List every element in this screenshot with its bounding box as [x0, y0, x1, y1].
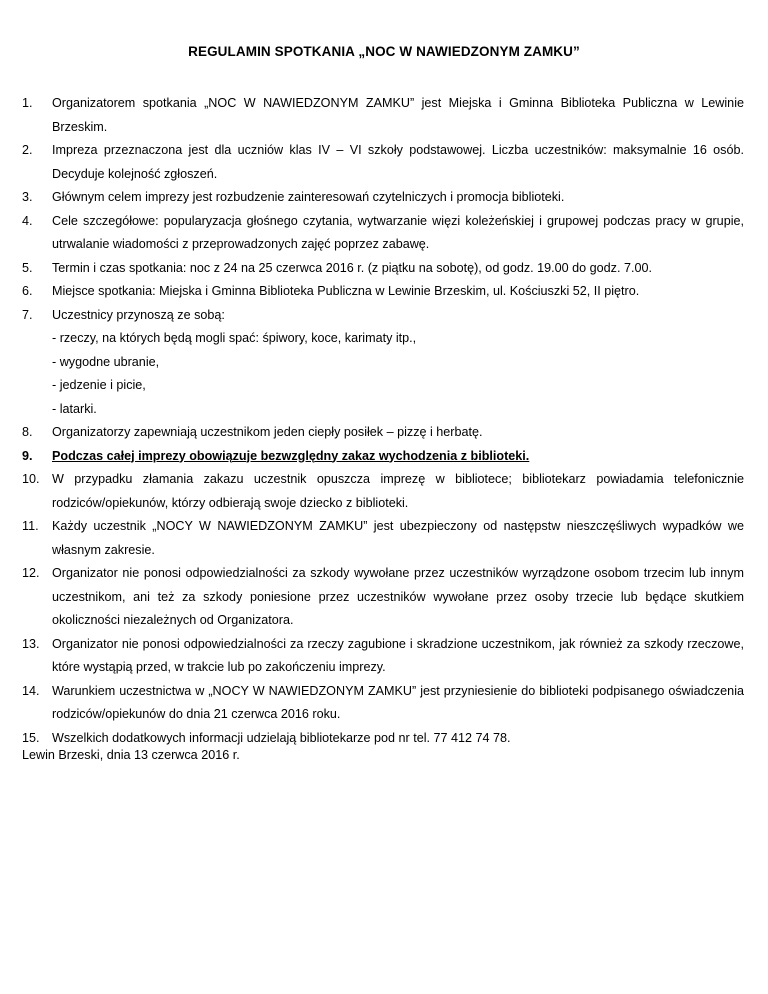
rule-item-5	[22, 257, 744, 281]
rule-number: 8.	[22, 425, 33, 439]
list-item: - wygodne ubranie,	[52, 354, 160, 369]
items-to-bring-list	[52, 327, 744, 421]
rule-item-4	[22, 210, 744, 257]
rule-text: Uczestnicy przynoszą ze sobą:	[52, 307, 225, 322]
rule-item-10	[22, 468, 744, 515]
rule-item-11	[22, 515, 744, 562]
rules-list	[22, 92, 744, 750]
rule-item-6	[22, 280, 744, 304]
rule-text: Warunkiem uczestnictwa w „NOCY W NAWIEDZONYM ZAMKU” jest przyniesienie do biblioteki podpisanego oświadczenia rodziców/opiekunów do dnia 21 czerwca 2016 roku.	[52, 683, 744, 721]
rule-number: 14.	[22, 683, 40, 698]
rule-number: 15.	[22, 730, 40, 745]
rule-item-12	[22, 562, 744, 633]
rule-item-8	[22, 421, 744, 445]
rule-text: Każdy uczestnik „NOCY W NAWIEDZONYM ZAMKU” jest ubezpieczony od następstw nieszczęśliwych wypadków we własnym zakresie.	[52, 519, 744, 557]
rule-text: Organizator nie ponosi odpowiedzialności za szkody wywołane przez uczestników wyrządzone osobom trzecim lub innym uczestnikom, ani też za szkody poniesione przez uczestników wywołane przez osoby trzecie lub będące skutkiem okoliczności niezależnych od Organizatora.	[52, 566, 744, 627]
rule-number: 7.	[22, 307, 33, 322]
rule-text: Wszelkich dodatkowych informacji udzielają bibliotekarze pod nr tel. 77 412 74 78.	[52, 730, 511, 745]
page-title: REGULAMIN SPOTKANIA „NOC W NAWIEDZONYM ZAMKU”	[188, 44, 580, 59]
rule-number: 2.	[22, 143, 33, 157]
rule-text: Głównym celem imprezy jest rozbudzenie zainteresowań czytelniczych i promocja biblioteki.	[52, 190, 565, 204]
rule-number: 3.	[22, 190, 33, 204]
rule-text: Organizator nie ponosi odpowiedzialności za rzeczy zagubione i skradzione uczestnikom, jak również za szkody rzeczowe, które wystąpią przed, w trakcie lub po zakończeniu imprezy.	[52, 636, 744, 674]
rule-text: Cele szczegółowe: popularyzacja głośnego czytania, wytwarzanie więzi koleżeńskiej i grupowej podczas pracy w grupie, utrwalanie wiadomości z przeprowadzonych zajęć poprzez zabawę.	[52, 213, 744, 251]
rule-number: 1.	[22, 96, 33, 110]
rule-item-1	[22, 92, 744, 139]
place-and-date: Lewin Brzeski, dnia 13 czerwca 2016 r.	[22, 748, 240, 762]
rule-text: Organizatorzy zapewniają uczestnikom jeden ciepły posiłek – pizzę i herbatę.	[52, 425, 483, 439]
rule-number: 4.	[22, 213, 33, 228]
rule-number: 6.	[22, 284, 33, 298]
rule-item-14	[22, 680, 744, 727]
rule-number: 13.	[22, 636, 40, 651]
rule-number: 10.	[22, 472, 40, 486]
rule-text-emphasized: Podczas całej imprezy obowiązuje bezwzględny zakaz wychodzenia z biblioteki.	[52, 448, 530, 463]
rule-text: Impreza przeznaczona jest dla uczniów klas IV – VI szkoły podstawowej. Liczba uczestników: maksymalnie 16 osób. Decyduje kolejność zgłoszeń.	[52, 143, 744, 181]
rule-item-9	[22, 445, 744, 469]
list-item: - jedzenie i picie,	[52, 378, 146, 392]
list-item: - rzeczy, na których będą mogli spać: śpiwory, koce, karimaty itp.,	[52, 331, 417, 345]
rule-number: 9.	[22, 448, 33, 463]
rule-item-13	[22, 633, 744, 680]
rule-item-3	[22, 186, 744, 210]
rule-item-2	[22, 139, 744, 186]
rule-number: 5.	[22, 260, 33, 275]
list-item: - latarki.	[52, 401, 97, 416]
rule-text: Miejsce spotkania: Miejska i Gminna Biblioteka Publiczna w Lewinie Brzeskim, ul. Kościuszki 52, II piętro.	[52, 284, 640, 298]
rule-item-7	[22, 304, 744, 422]
rule-text: W przypadku złamania zakazu uczestnik opuszcza imprezę w bibliotece; bibliotekarz powiadamia telefonicznie rodziców/opiekunów, którzy odbierają swoje dziecko z biblioteki.	[52, 472, 744, 510]
rule-text: Organizatorem spotkania „NOC W NAWIEDZONYM ZAMKU” jest Miejska i Gminna Biblioteka Publiczna w Lewinie Brzeskim.	[52, 96, 744, 134]
rule-text: Termin i czas spotkania: noc z 24 na 25 czerwca 2016 r. (z piątku na sobotę), od godz. 19.00 do godz. 7.00.	[52, 260, 652, 275]
rule-number: 11.	[22, 519, 39, 533]
rule-number: 12.	[22, 566, 40, 580]
rule-item-15	[22, 727, 744, 751]
